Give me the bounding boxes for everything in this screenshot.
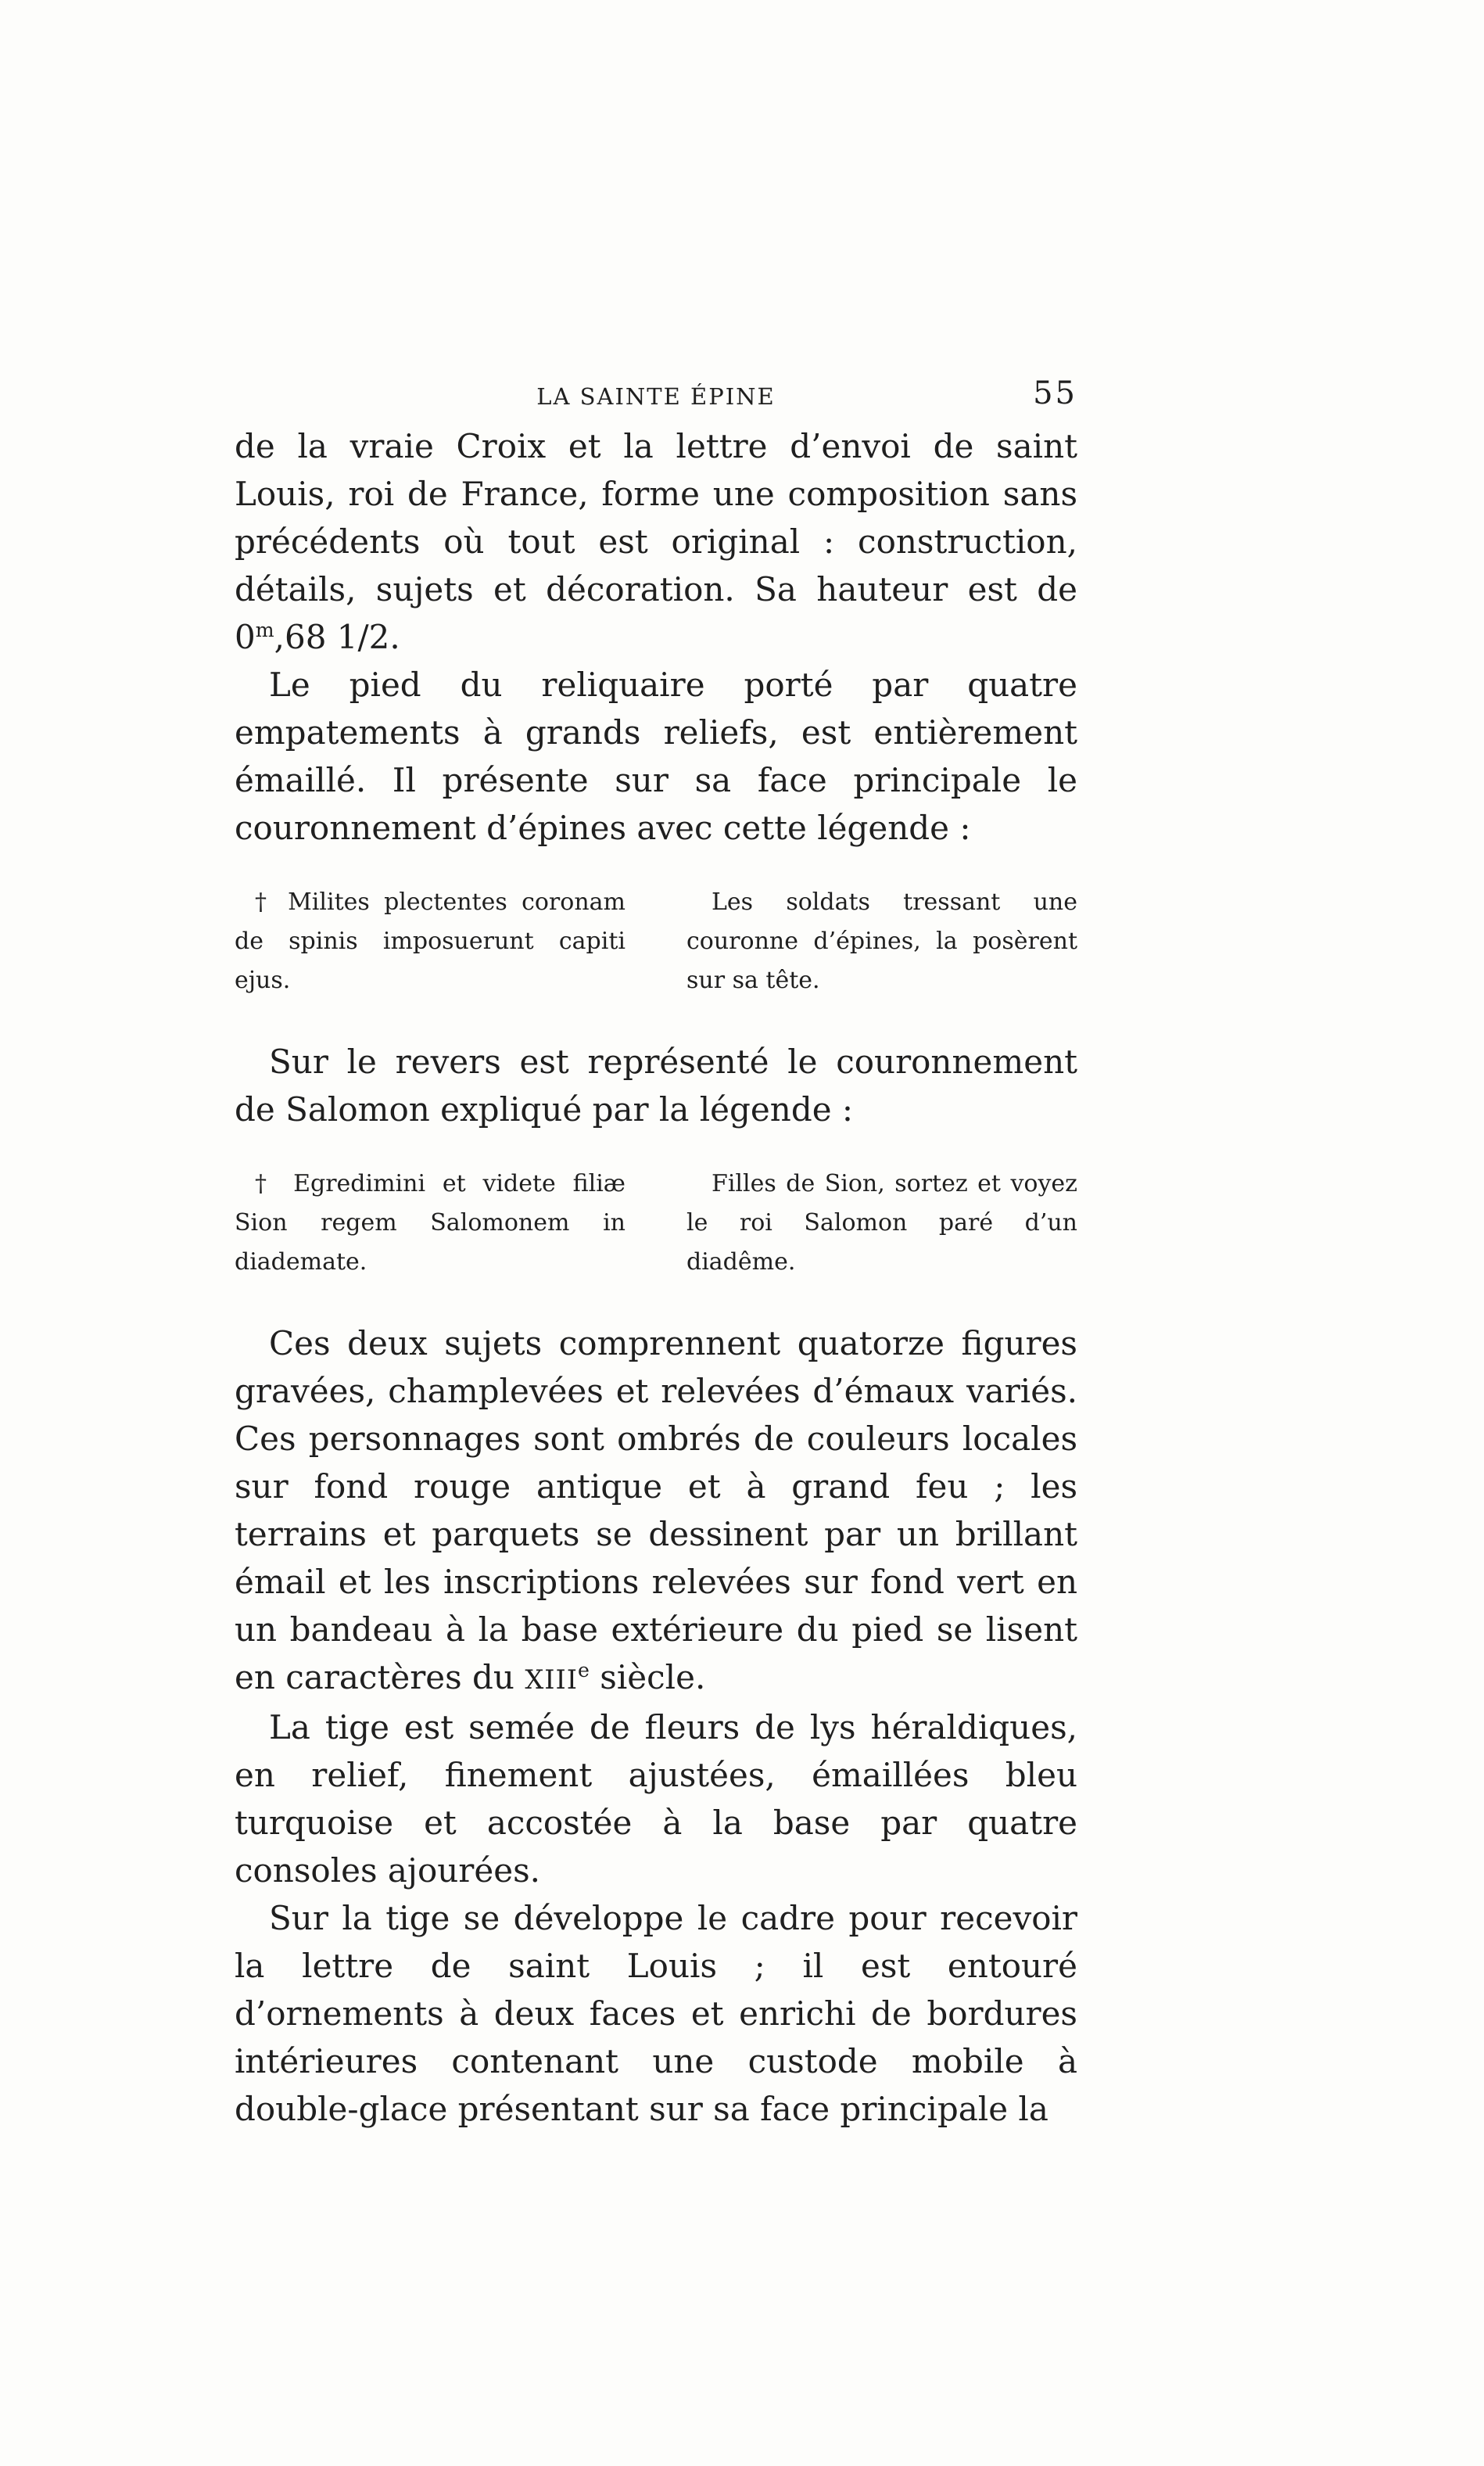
paragraph-text: Ces deux sujets comprennent quatorze figures gravées, champlevées et relevées d’émaux variés. Ces personnages sont ombrés de couleurs locales sur fond rouge antique et à grand feu ; les terrains et parquets se dessinent par un brillant émail et les inscriptions relevées sur fond vert en un bandeau à la base extérieure du pied se lisent en caractères du <box>235 1324 1077 1696</box>
running-title: LA SAINTE ÉPINE <box>536 383 776 410</box>
paragraph-reverse: Sur le revers est représenté le couronnement de Salomon expliqué par la légende : <box>235 1043 1077 1129</box>
paragraph-text: ,68 1/2. <box>274 618 400 656</box>
paragraph-text: siècle. <box>589 1658 706 1696</box>
legend-french: Filles de Sion, sortez et voyez le roi Salomon paré d’un diadême. <box>686 1170 1077 1276</box>
page-number: 55 <box>1033 375 1077 411</box>
legend-solomon <box>235 1165 1077 1282</box>
paragraph-foot: Le pied du reliquaire porté par quatre empatements à grands reliefs, est entièrement émaillé. Il présente sur sa face principale le couronnement d’épines avec cette légende : <box>235 666 1077 847</box>
legend-latin: † Milites plectentes coronam de spinis imposuerunt capiti ejus. <box>235 888 626 994</box>
superscript-ordinal: e <box>578 1659 590 1682</box>
legend-latin: † Egredimini et videte filiæ Sion regem Salomonem in diademate. <box>235 1170 626 1276</box>
century-numeral: XIII <box>525 1664 579 1695</box>
body-text <box>235 422 1077 2133</box>
legend-crown-of-thorns <box>235 883 1077 1000</box>
legend-french: Les soldats tressant une couronne d’épines, la posèrent sur sa tête. <box>686 888 1077 994</box>
superscript-unit: m <box>255 619 274 641</box>
book-page <box>235 368 1077 2133</box>
running-head <box>235 368 1077 422</box>
paragraph-text: de la vraie Croix et la lettre d’envoi de saint Louis, roi de France, forme une composition sans précédents où tout est original : construction, détails, sujets et décoration. Sa hauteur est de 0 <box>235 427 1077 656</box>
paragraph-frame: Sur la tige se développe le cadre pour recevoir la lettre de saint Louis ; il est entouré d’ornements à deux faces et enrichi de bordures intérieures contenant une custode mobile à double-glace présentant sur sa face principale la <box>235 1899 1077 2128</box>
paragraph-stem: La tige est semée de fleurs de lys héraldiques, en relief, finement ajustées, émaillées bleu turquoise et accostée à la base par quatre consoles ajourées. <box>235 1708 1077 1890</box>
paragraph-reliquary-intro <box>235 422 1077 661</box>
paragraph-subjects <box>235 1319 1077 1703</box>
